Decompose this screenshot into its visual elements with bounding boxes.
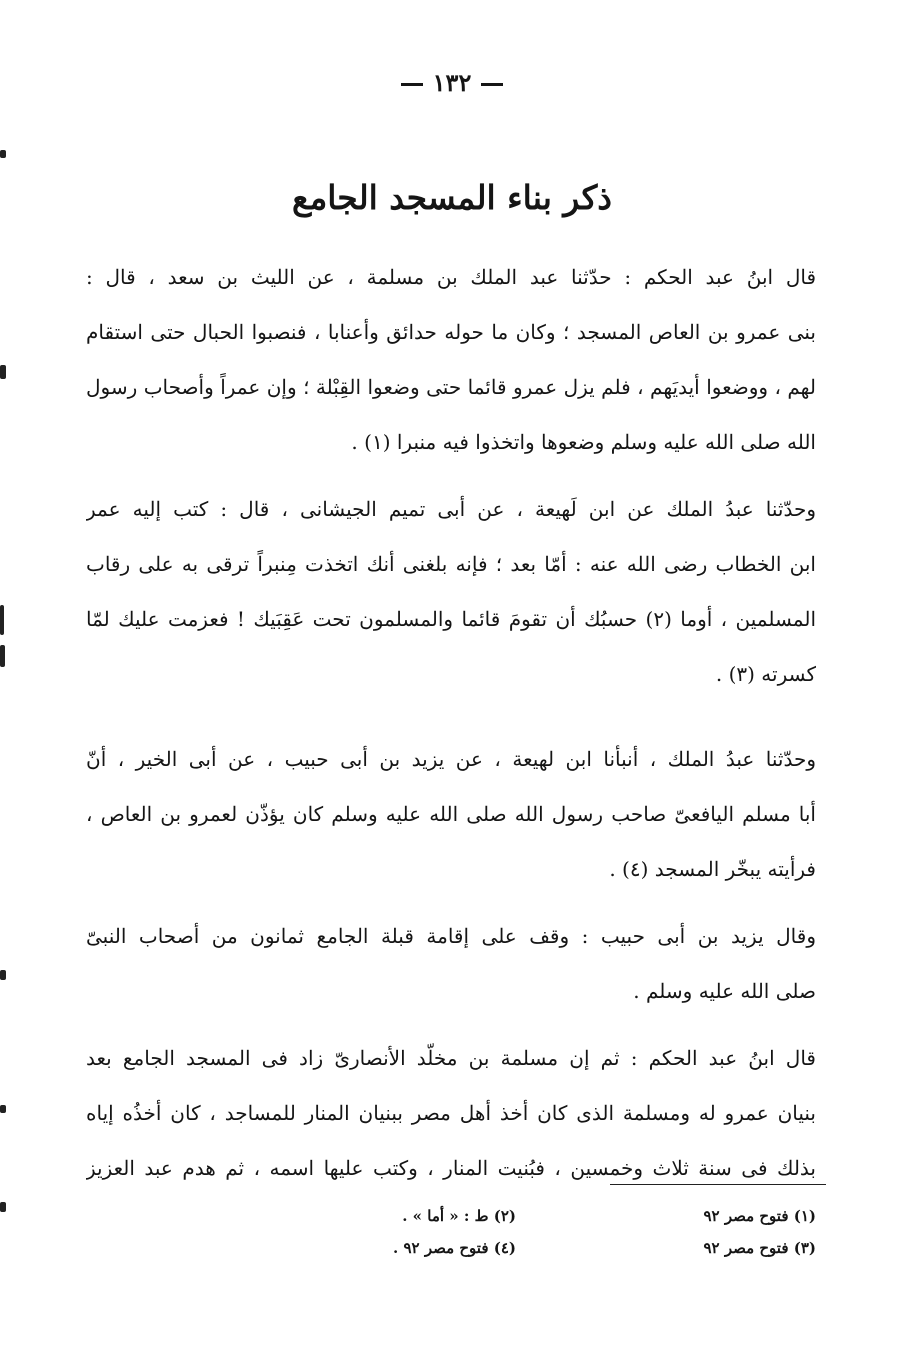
dash-right <box>481 83 503 86</box>
footnote-row <box>86 1232 816 1264</box>
scan-mark <box>0 970 6 980</box>
text-line: فرأيته يبخّر المسجد (٤) . <box>609 857 816 881</box>
footnotes <box>86 1200 816 1264</box>
chapter-title: ذكر بناء المسجد الجامع <box>292 178 612 217</box>
text-line: وحدّثنا عبدُ الملك عن ابن لَهيعة ، عن أبى تميم الجيشانى ، قال : كتب إليه عمر <box>86 497 816 521</box>
text-line: بذلك فى سنة ثلاث وخمسين ، فبُنيت المنار ، وكتب عليها اسمه ، ثم هدم عبد العزيز <box>86 1156 816 1180</box>
text-line: لهم ، ووضعوا أيديَهم ، فلم يزل عمرو قائما حتى وضعوا القِبْلة ؛ وإن عمراً وأصحاب رسول <box>86 375 816 399</box>
text-line: قال ابنُ عبد الحكم : حدّثنا عبد الملك بن مسلمة ، عن الليث بن سعد ، قال : <box>86 265 816 289</box>
dash-left <box>401 83 423 86</box>
page-number-text: ١٣٢ <box>432 68 472 97</box>
scan-mark <box>0 150 6 158</box>
paragraph-3 <box>86 732 816 897</box>
text-line: صلى الله عليه وسلم . <box>633 979 816 1003</box>
page-number <box>0 68 904 97</box>
scan-mark <box>0 1202 6 1212</box>
footnote-1: (١) فتوح مصر ٩٢ <box>703 1207 816 1225</box>
paragraph-5 <box>86 1031 816 1196</box>
text-line: الله صلى الله عليه وسلم وضعوها واتخذوا فيه منبرا (١) . <box>351 430 816 454</box>
footnote-2: (٢) ط : « أما » . <box>402 1207 516 1225</box>
text-line: أبا مسلم اليافعىّ صاحب رسول الله صلى الله عليه وسلم كان يؤذّن لعمرو بن العاص ، <box>86 802 816 826</box>
text-line: وقال يزيد بن أبى حبيب : وقف على إقامة قبلة الجامع ثمانون من أصحاب النبىّ <box>86 924 816 948</box>
footnote-divider <box>610 1184 826 1185</box>
paragraph-1 <box>86 250 816 470</box>
paragraph-2 <box>86 482 816 702</box>
text-line: ابن الخطاب رضى الله عنه : أمّا بعد ؛ فإنه بلغنى أنك اتخذت مِنبراً ترقى به على رقاب <box>86 552 816 576</box>
paragraph-4 <box>86 909 816 1019</box>
footnote-row <box>86 1200 816 1232</box>
text-line: وحدّثنا عبدُ الملك ، أنبأنا ابن لهيعة ، عن يزيد بن أبى حبيب ، عن أبى الخير ، أنّ <box>86 747 816 771</box>
scan-mark <box>0 1105 6 1113</box>
scan-mark <box>0 605 4 635</box>
footnote-4: (٤) فتوح مصر ٩٢ . <box>393 1239 516 1257</box>
scan-mark <box>0 365 6 379</box>
body-text <box>86 250 816 1196</box>
scan-mark <box>0 645 5 667</box>
text-line: قال ابنُ عبد الحكم : ثم إن مسلمة بن مخلّد الأنصارىّ زاد فى المسجد الجامع بعد <box>86 1046 816 1070</box>
footnote-3: (٣) فتوح مصر ٩٢ <box>703 1239 816 1257</box>
text-line: بنى عمرو بن العاص المسجد ؛ وكان ما حوله حدائق وأعنابا ، فنصبوا الحبال حتى استقام <box>86 320 816 344</box>
text-line: المسلمين ، أوما (٢) حسبُك أن تقومَ قائما والمسلمون تحت عَقِبَيك ! فعزمت عليك لمّا <box>86 607 816 631</box>
text-line: كسرته (٣) . <box>715 662 816 686</box>
text-line: بنيان عمرو له ومسلمة الذى كان أخذ أهل مصر ببنيان المنار للمساجد ، كان أخذُه إياه <box>86 1101 816 1125</box>
